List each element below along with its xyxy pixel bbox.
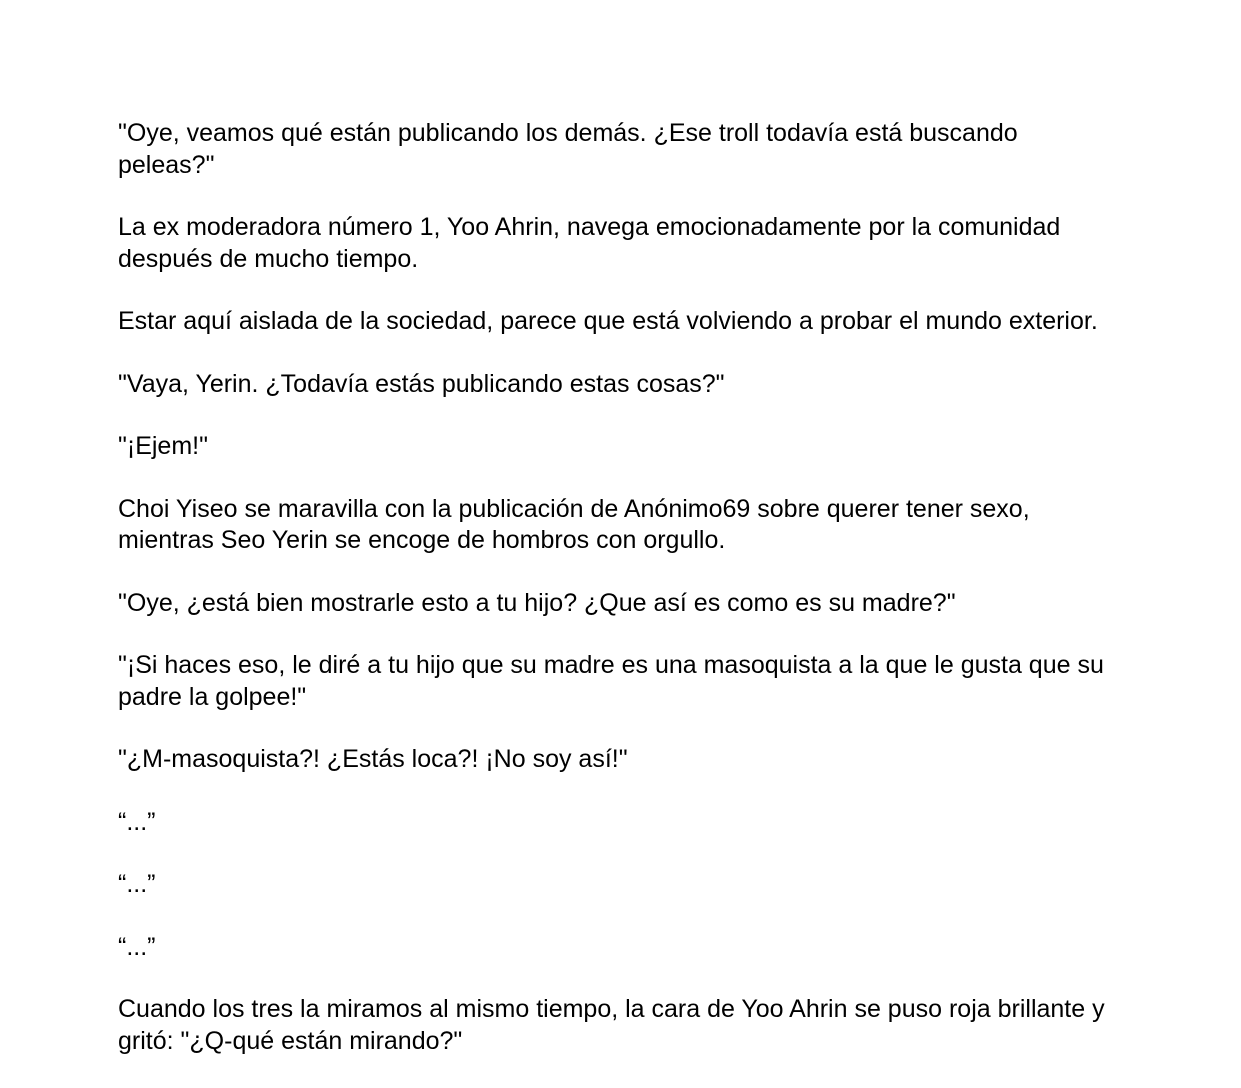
- paragraph: “...”: [118, 870, 156, 898]
- paragraph: “...”: [118, 932, 156, 961]
- paragraph: Estar aquí aislada de la sociedad, parece que está volviendo a probar el mundo exterior.: [118, 307, 1098, 335]
- paragraph: "¿M-masoquista?! ¿Estás loca?! ¡No soy así!": [118, 745, 628, 773]
- paragraph: La ex moderadora número 1, Yoo Ahrin, navega emocionadamente por la comunidad después de mucho tiempo.: [118, 213, 1061, 273]
- paragraph: “...”: [118, 807, 156, 836]
- paragraph: "¡Si haces eso, le diré a tu hijo que su madre es una masoquista a la que le gusta que su padre la golpee!": [118, 651, 1104, 711]
- paragraph: Choi Yiseo se maravilla con la publicación de Anónimo69 sobre querer tener sexo, mientras Seo Yerin se encoge de hombros con orgullo.: [118, 494, 1030, 554]
- document-body: [118, 118, 1118, 1088]
- paragraph: Cuando los tres la miramos al mismo tiempo, la cara de Yoo Ahrin se puso roja brillante y gritó: "¿Q-qué están mirando?": [118, 995, 1105, 1055]
- paragraph: "Oye, veamos qué están publicando los demás. ¿Ese troll todavía está buscando peleas?": [118, 119, 1018, 179]
- paragraph: "Oye, ¿está bien mostrarle esto a tu hijo? ¿Que así es como es su madre?": [118, 588, 956, 617]
- paragraph: "¡Ejem!": [118, 432, 208, 460]
- paragraph: "Vaya, Yerin. ¿Todavía estás publicando estas cosas?": [118, 369, 725, 398]
